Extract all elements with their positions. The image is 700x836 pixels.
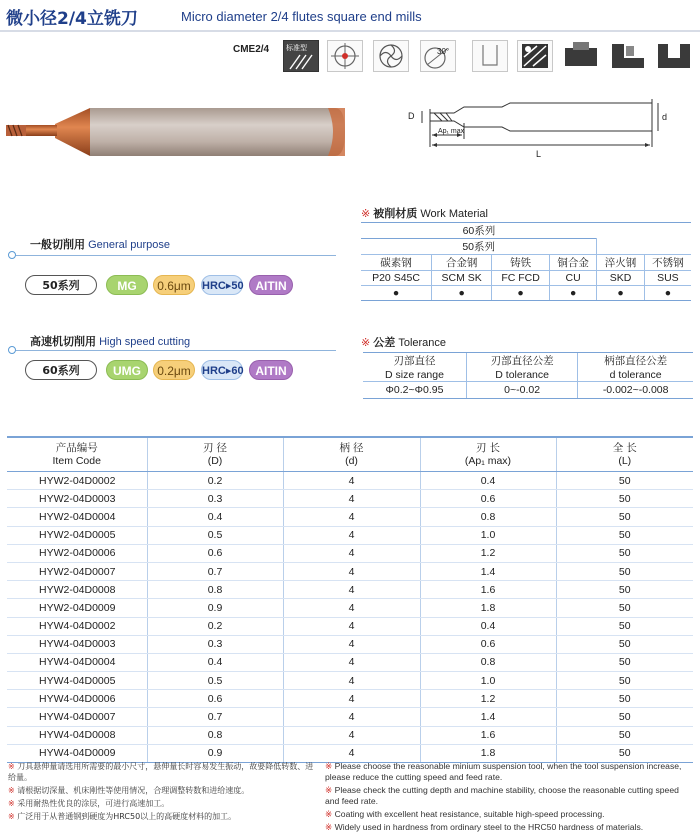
coating-badge: AITIN bbox=[249, 275, 293, 295]
note-mark: ※ bbox=[325, 761, 333, 771]
item-code-cell: HYW2-04D0003 bbox=[7, 490, 147, 508]
cutting-length-cell: 0.6 bbox=[420, 490, 556, 508]
dim-d-label: d bbox=[662, 112, 668, 122]
item-code-cell: HYW4-04D0003 bbox=[7, 635, 147, 653]
overall-length-cell: 50 bbox=[556, 526, 693, 544]
tol-header-cn: 刃部直径 bbox=[363, 353, 466, 369]
cutting-diameter-cell: 0.3 bbox=[147, 490, 283, 508]
overall-length-cell: 50 bbox=[556, 744, 693, 762]
material-suitable-mark: ● bbox=[361, 286, 432, 301]
material-suitable-mark: ● bbox=[432, 286, 492, 301]
square-end-icon bbox=[472, 40, 508, 72]
note-line: ※ Widely used in hardness from ordinary steel to the HRC50 hardness of materials. bbox=[325, 822, 644, 832]
note-mark: ※ bbox=[8, 799, 15, 808]
shank-diameter-cell: 4 bbox=[283, 490, 420, 508]
page-title-en: Micro diameter 2/4 flutes square end mills bbox=[181, 9, 422, 24]
item-code-cell: HYW4-04D0005 bbox=[7, 672, 147, 690]
shank-diameter-cell: 4 bbox=[283, 653, 420, 671]
tol-header-en: D size range bbox=[363, 368, 466, 382]
cutting-diameter-cell: 0.2 bbox=[147, 472, 283, 490]
cutting-length-cell: 0.6 bbox=[420, 635, 556, 653]
cutting-diameter-cell: 0.8 bbox=[147, 581, 283, 599]
cutting-length-cell: 0.8 bbox=[420, 653, 556, 671]
slotting-icon bbox=[563, 40, 599, 72]
high-speed-title: 高速机切削用 High speed cutting bbox=[30, 335, 191, 348]
table-row bbox=[7, 617, 693, 635]
hrc-badge: HRC▸60 bbox=[201, 360, 243, 380]
note-mark: ※ bbox=[325, 809, 333, 819]
helix-30-icon: 30° bbox=[420, 40, 456, 72]
shank-diameter-cell: 4 bbox=[283, 708, 420, 726]
item-code-cell: HYW2-04D0006 bbox=[7, 544, 147, 562]
cutting-diameter-cell: 0.5 bbox=[147, 526, 283, 544]
table-row bbox=[7, 726, 693, 744]
overall-length-cell: 50 bbox=[556, 490, 693, 508]
note-mark: ※ bbox=[325, 822, 333, 832]
general-purpose-bullet bbox=[8, 251, 16, 259]
item-code-cell: HYW2-04D0009 bbox=[7, 599, 147, 617]
note-mark: ※ bbox=[8, 812, 15, 821]
coating-icon bbox=[517, 40, 553, 72]
material-en: SKD bbox=[597, 271, 644, 286]
material-en: CU bbox=[549, 271, 596, 286]
item-code-cell: HYW4-04D0009 bbox=[7, 744, 147, 762]
series-50-badge: 50系列 bbox=[25, 275, 97, 295]
overall-length-cell: 50 bbox=[556, 472, 693, 490]
side-milling-icon bbox=[610, 40, 646, 72]
overall-length-cell: 50 bbox=[556, 672, 693, 690]
note-line: ※ Please choose the reasonable minium suspension tool, when the tool suspension increase, please reduce the cutting speed and feed rate. bbox=[325, 761, 682, 782]
header-divider bbox=[0, 30, 700, 32]
shoulder-icon bbox=[656, 40, 692, 72]
table-row bbox=[7, 581, 693, 599]
tol-d-tolerance: 0~-0.02 bbox=[466, 382, 577, 399]
note-mark: ※ bbox=[8, 786, 15, 795]
grade-umg-badge: UMG bbox=[106, 360, 148, 380]
cutting-diameter-cell: 0.7 bbox=[147, 708, 283, 726]
note-line: ※ 刀具悬伸量请选用所需要的最小尺寸，悬伸量长时容易发生振动，故要降低转数、进给量。 bbox=[8, 762, 314, 782]
overall-length-cell: 50 bbox=[556, 690, 693, 708]
cutting-diameter-cell: 0.6 bbox=[147, 690, 283, 708]
cutting-length-cell: 1.2 bbox=[420, 544, 556, 562]
col-cutting-diameter: 刃 径 (D) bbox=[147, 437, 283, 472]
product-table bbox=[7, 436, 693, 763]
cutting-diameter-cell: 0.8 bbox=[147, 726, 283, 744]
table-row bbox=[7, 744, 693, 762]
overall-length-cell: 50 bbox=[556, 635, 693, 653]
col-shank-diameter: 柄 径 (d) bbox=[283, 437, 420, 472]
material-en: P20 S45C bbox=[361, 271, 432, 286]
cutting-diameter-cell: 0.5 bbox=[147, 672, 283, 690]
shank-diameter-cell: 4 bbox=[283, 744, 420, 762]
item-code-cell: HYW2-04D0002 bbox=[7, 472, 147, 490]
tol-d-size-range: Φ0.2~Φ0.95 bbox=[363, 382, 466, 399]
cutting-length-cell: 1.0 bbox=[420, 526, 556, 544]
overall-length-cell: 50 bbox=[556, 726, 693, 744]
item-code-cell: HYW4-04D0007 bbox=[7, 708, 147, 726]
material-en: SCM SK bbox=[432, 271, 492, 286]
note-mark: ※ bbox=[325, 785, 333, 795]
shank-diameter-cell: 4 bbox=[283, 599, 420, 617]
coating-badge: AITIN bbox=[249, 360, 293, 380]
table-row bbox=[7, 690, 693, 708]
product-table-body bbox=[7, 472, 693, 763]
tol-header-en: D tolerance bbox=[466, 368, 577, 382]
tol-shank-tolerance: -0.002~-0.008 bbox=[578, 382, 693, 399]
material-cn: 铸铁 bbox=[492, 255, 550, 271]
cutting-length-cell: 1.0 bbox=[420, 672, 556, 690]
high-speed-bullet bbox=[8, 346, 16, 354]
table-row bbox=[7, 544, 693, 562]
cutting-length-cell: 1.8 bbox=[420, 744, 556, 762]
tol-header-cn: 柄部直径公差 bbox=[578, 353, 693, 369]
cutting-length-cell: 1.2 bbox=[420, 690, 556, 708]
end-mill-photo bbox=[0, 80, 345, 184]
table-row bbox=[7, 653, 693, 671]
four-flute-icon bbox=[373, 40, 409, 72]
overall-length-cell: 50 bbox=[556, 508, 693, 526]
overall-length-cell: 50 bbox=[556, 617, 693, 635]
col-overall-length: 全 长 (L) bbox=[556, 437, 693, 472]
item-code-cell: HYW4-04D0004 bbox=[7, 653, 147, 671]
notes-cn bbox=[8, 761, 320, 824]
note-mark: ※ bbox=[8, 762, 15, 771]
material-suitable-mark: ● bbox=[597, 286, 644, 301]
material-cn: 铜合金 bbox=[549, 255, 596, 271]
material-en: FC FCD bbox=[492, 271, 550, 286]
table-row bbox=[7, 672, 693, 690]
material-suitable-mark: ● bbox=[492, 286, 550, 301]
col-cutting-length: 刃 长 (Ap₁ max) bbox=[420, 437, 556, 472]
item-code-cell: HYW4-04D0006 bbox=[7, 690, 147, 708]
material-suitable-mark: ● bbox=[644, 286, 691, 301]
item-code-cell: HYW2-04D0004 bbox=[7, 508, 147, 526]
shank-diameter-cell: 4 bbox=[283, 562, 420, 580]
standard-type-icon: 标准型 bbox=[283, 40, 319, 72]
grain-size-badge: 0.6μm bbox=[153, 275, 195, 295]
material-cn: 不锈钢 bbox=[644, 255, 691, 271]
table-row bbox=[7, 708, 693, 726]
shank-diameter-cell: 4 bbox=[283, 526, 420, 544]
note-line: ※ 广泛用于从普通钢到硬度为HRC50以上的高硬度材料的加工。 bbox=[8, 812, 237, 821]
series-60-badge: 60系列 bbox=[25, 360, 97, 380]
cme-icon: CME2/4 bbox=[233, 44, 270, 55]
page-header bbox=[0, 0, 700, 32]
series-60-header: 60系列 bbox=[361, 223, 597, 239]
item-code-cell: HYW2-04D0007 bbox=[7, 562, 147, 580]
overall-length-cell: 50 bbox=[556, 581, 693, 599]
material-cn: 淬火钢 bbox=[597, 255, 644, 271]
cutting-diameter-cell: 0.4 bbox=[147, 508, 283, 526]
table-row bbox=[7, 508, 693, 526]
cutting-diameter-cell: 0.7 bbox=[147, 562, 283, 580]
shank-diameter-cell: 4 bbox=[283, 690, 420, 708]
general-purpose-divider bbox=[16, 255, 336, 256]
shank-diameter-cell: 4 bbox=[283, 635, 420, 653]
overall-length-cell: 50 bbox=[556, 653, 693, 671]
overall-length-cell: 50 bbox=[556, 562, 693, 580]
note-line: ※ 请根据切深量、机床刚性等使用情况，合理调整转数和进给速度。 bbox=[8, 786, 250, 795]
shank-diameter-cell: 4 bbox=[283, 472, 420, 490]
work-material-heading: ※ 被削材质 Work Material bbox=[361, 207, 488, 220]
dim-Ap-label: Ap₁ max bbox=[438, 128, 465, 135]
high-speed-divider bbox=[16, 350, 336, 351]
cutting-length-cell: 0.4 bbox=[420, 472, 556, 490]
material-cn: 合金钢 bbox=[432, 255, 492, 271]
dim-D-label: D bbox=[408, 111, 415, 121]
cutting-diameter-cell: 0.9 bbox=[147, 599, 283, 617]
material-en: SUS bbox=[644, 271, 691, 286]
cutting-diameter-cell: 0.4 bbox=[147, 653, 283, 671]
table-row bbox=[7, 562, 693, 580]
cutting-length-cell: 0.8 bbox=[420, 508, 556, 526]
col-item-code: 产品编号 Item Code bbox=[7, 437, 147, 472]
table-row bbox=[7, 635, 693, 653]
cutting-diameter-cell: 0.6 bbox=[147, 544, 283, 562]
dim-L-label: L bbox=[536, 149, 542, 159]
shank-diameter-cell: 4 bbox=[283, 617, 420, 635]
tol-header-cn: 刃部直径公差 bbox=[466, 353, 577, 369]
item-code-cell: HYW2-04D0005 bbox=[7, 526, 147, 544]
note-line: ※ Please check the cutting depth and machine stability, choose the reasonable cutting speed and feed rate. bbox=[325, 785, 679, 806]
cutting-length-cell: 1.8 bbox=[420, 599, 556, 617]
note-line: ※ Coating with excellent heat resistance, suitable high-speed processing. bbox=[325, 809, 605, 819]
table-row bbox=[7, 490, 693, 508]
cutting-length-cell: 1.6 bbox=[420, 581, 556, 599]
cutting-length-cell: 1.6 bbox=[420, 726, 556, 744]
item-code-cell: HYW4-04D0002 bbox=[7, 617, 147, 635]
note-line: ※ 采用耐热性优良的涂层，可进行高速加工。 bbox=[8, 799, 170, 808]
tolerance-heading: ※ 公差 Tolerance bbox=[361, 336, 447, 349]
shank-diameter-cell: 4 bbox=[283, 726, 420, 744]
overall-length-cell: 50 bbox=[556, 708, 693, 726]
table-row bbox=[7, 526, 693, 544]
grade-mg-badge: MG bbox=[106, 275, 148, 295]
item-code-cell: HYW2-04D0008 bbox=[7, 581, 147, 599]
shank-diameter-cell: 4 bbox=[283, 508, 420, 526]
series-50-header: 50系列 bbox=[361, 239, 597, 255]
material-suitable-mark: ● bbox=[549, 286, 596, 301]
cutting-diameter-cell: 0.2 bbox=[147, 617, 283, 635]
cutting-length-cell: 1.4 bbox=[420, 708, 556, 726]
tolerance-table bbox=[363, 352, 693, 399]
shank-diameter-cell: 4 bbox=[283, 544, 420, 562]
general-purpose-title: 一般切削用 General purpose bbox=[30, 238, 171, 251]
shank-diameter-cell: 4 bbox=[283, 672, 420, 690]
table-row bbox=[7, 472, 693, 490]
notes-en bbox=[325, 761, 695, 835]
cutting-diameter-cell: 0.9 bbox=[147, 744, 283, 762]
grain-size-badge: 0.2μm bbox=[153, 360, 195, 380]
dimension-drawing bbox=[402, 95, 697, 165]
cutting-diameter-cell: 0.3 bbox=[147, 635, 283, 653]
page-title-cn: 微小径2/4立铣刀 bbox=[6, 9, 138, 29]
table-row bbox=[7, 599, 693, 617]
work-material-table bbox=[361, 222, 691, 301]
cutting-length-cell: 0.4 bbox=[420, 617, 556, 635]
material-cn: 碳素钢 bbox=[361, 255, 432, 271]
overall-length-cell: 50 bbox=[556, 599, 693, 617]
overall-length-cell: 50 bbox=[556, 544, 693, 562]
item-code-cell: HYW4-04D0008 bbox=[7, 726, 147, 744]
center-cutting-icon bbox=[327, 40, 363, 72]
tol-header-en: d tolerance bbox=[578, 368, 693, 382]
hrc-badge: HRC▸50 bbox=[201, 275, 243, 295]
shank-diameter-cell: 4 bbox=[283, 581, 420, 599]
cutting-length-cell: 1.4 bbox=[420, 562, 556, 580]
